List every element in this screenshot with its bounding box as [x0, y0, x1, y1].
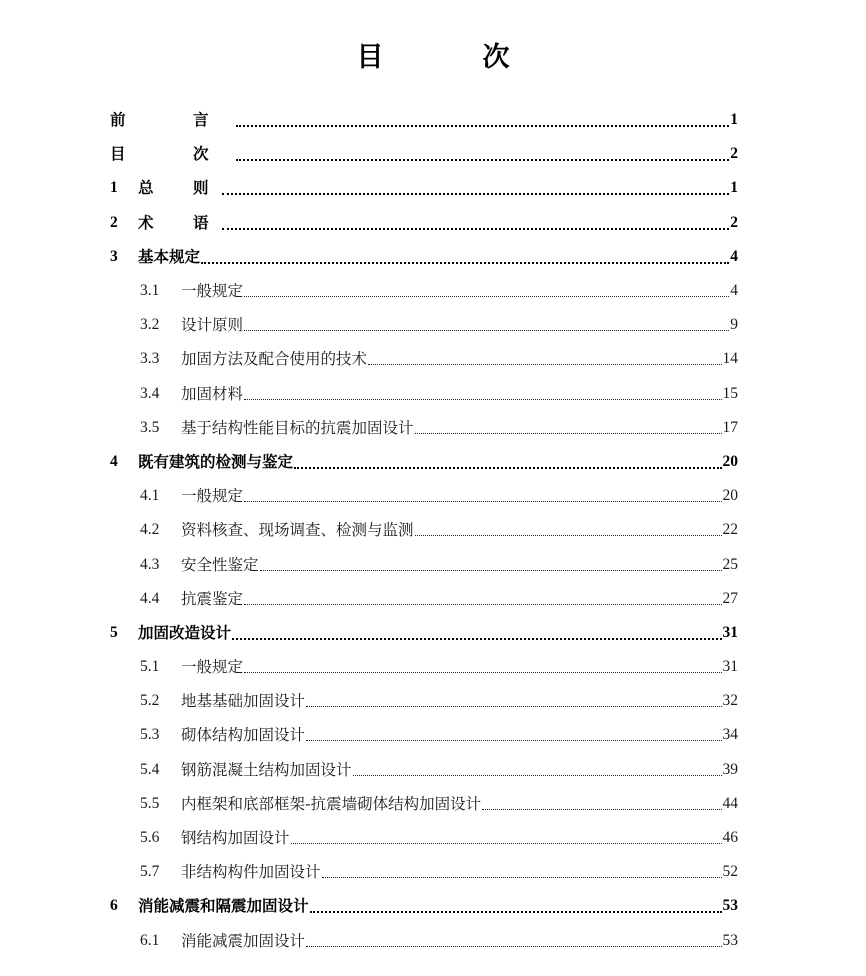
toc-entry-number: 5.4 — [140, 760, 160, 778]
toc-entry-label: 总 则 — [138, 179, 221, 198]
toc-dot-leader — [236, 144, 730, 164]
toc-section-entry[interactable] — [110, 547, 738, 581]
toc-entry-number: 3.4 — [140, 384, 160, 402]
toc-section-entry[interactable] — [110, 308, 738, 342]
toc-entry-label: 设计原则 — [181, 316, 244, 335]
toc-entry-label: 内框架和底部框架-抗震墙砌体结构加固设计 — [181, 794, 482, 813]
toc-entry-label: 消能减震加固设计 — [181, 931, 306, 950]
toc-entry-label: 既有建筑的检测与鉴定 — [138, 452, 294, 471]
toc-entry-page-number: 17 — [722, 418, 738, 436]
toc-chapter-entry[interactable] — [110, 137, 738, 171]
toc-entry-page-number: 31 — [722, 623, 738, 641]
toc-entry-page-number: 20 — [722, 487, 738, 505]
toc-entry-number: 5.2 — [140, 692, 160, 710]
toc-chapter-entry[interactable] — [110, 103, 738, 137]
toc-entry-label: 非结构构件加固设计 — [181, 863, 321, 882]
toc-entry-number: 3.5 — [140, 418, 160, 436]
toc-chapter-entry[interactable] — [110, 889, 738, 923]
toc-dot-leader — [291, 828, 722, 848]
toc-dot-leader — [260, 555, 722, 575]
toc-dot-leader — [222, 178, 730, 198]
toc-section-entry[interactable] — [110, 821, 738, 855]
toc-entry-label: 前 言 — [110, 111, 235, 130]
toc-entry-number: 5.6 — [140, 829, 160, 847]
toc-entry-page-number: 4 — [730, 247, 738, 265]
toc-entry-number: 5 — [110, 623, 118, 641]
toc-entry-number: 1 — [110, 179, 118, 197]
toc-section-entry[interactable] — [110, 342, 738, 376]
toc-entry-label: 基于结构性能目标的抗震加固设计 — [181, 418, 414, 437]
toc-entry-label: 钢筋混凝土结构加固设计 — [181, 760, 352, 779]
toc-entry-number: 3.3 — [140, 350, 160, 368]
toc-entry-page-number: 1 — [730, 111, 738, 129]
toc-entry-page-number: 44 — [722, 794, 738, 812]
toc-entry-page-number: 39 — [722, 760, 738, 778]
toc-dot-leader — [306, 691, 721, 711]
toc-entry-label: 一般规定 — [181, 487, 244, 506]
toc-entry-number: 5.5 — [140, 794, 160, 812]
toc-entry-page-number: 25 — [722, 555, 738, 573]
toc-dot-leader — [244, 589, 721, 609]
toc-entry-label: 安全性鉴定 — [181, 555, 259, 574]
toc-entry-page-number: 14 — [722, 350, 738, 368]
toc-entry-label: 砌体结构加固设计 — [181, 726, 306, 745]
toc-dot-leader — [353, 760, 722, 780]
toc-dot-leader — [244, 657, 721, 677]
toc-dot-leader — [222, 213, 730, 233]
toc-entry-page-number: 4 — [730, 282, 738, 300]
toc-entry-page-number: 31 — [722, 658, 738, 676]
toc-dot-leader — [244, 281, 729, 301]
toc-entry-page-number: 52 — [722, 863, 738, 881]
toc-entry-number: 4.1 — [140, 487, 160, 505]
toc-chapter-entry[interactable] — [110, 445, 738, 479]
toc-entry-number: 3.1 — [140, 282, 160, 300]
toc-entry-number: 4.4 — [140, 589, 160, 607]
toc-section-entry[interactable] — [110, 684, 738, 718]
toc-entry-number: 5.1 — [140, 658, 160, 676]
toc-entry-number: 6.1 — [140, 931, 160, 949]
toc-entry-label: 抗震鉴定 — [181, 589, 244, 608]
toc-entry-page-number: 2 — [730, 213, 738, 231]
toc-dot-leader — [322, 862, 722, 882]
toc-dot-leader — [306, 931, 721, 951]
toc-dot-leader — [310, 896, 722, 916]
toc-section-entry[interactable] — [110, 274, 738, 308]
toc-section-entry[interactable] — [110, 582, 738, 616]
toc-entry-page-number: 20 — [722, 452, 738, 470]
toc-entry-label: 钢结构加固设计 — [181, 829, 290, 848]
table-of-contents — [110, 103, 738, 958]
toc-entry-label: 地基基础加固设计 — [181, 692, 306, 711]
toc-dot-leader — [244, 315, 729, 335]
toc-entry-label: 加固材料 — [181, 384, 244, 403]
toc-entry-label: 资料核查、现场调查、检测与监测 — [181, 521, 414, 540]
toc-entry-page-number: 46 — [722, 829, 738, 847]
toc-entry-page-number: 53 — [722, 897, 738, 915]
toc-entry-page-number: 2 — [730, 145, 738, 163]
toc-section-entry[interactable] — [110, 924, 738, 958]
toc-section-entry[interactable] — [110, 718, 738, 752]
toc-section-entry[interactable] — [110, 513, 738, 547]
toc-entry-page-number: 34 — [722, 726, 738, 744]
toc-entry-label: 基本规定 — [138, 247, 201, 266]
toc-entry-page-number: 32 — [722, 692, 738, 710]
toc-entry-number: 5.3 — [140, 726, 160, 744]
toc-entry-page-number: 1 — [730, 179, 738, 197]
toc-dot-leader — [415, 520, 722, 540]
toc-dot-leader — [306, 725, 721, 745]
toc-section-entry[interactable] — [110, 650, 738, 684]
page-title: 目 次 — [356, 42, 546, 73]
toc-entry-number: 4.3 — [140, 555, 160, 573]
toc-entry-page-number: 15 — [722, 384, 738, 402]
toc-section-entry[interactable] — [110, 479, 738, 513]
toc-entry-label: 目 次 — [110, 145, 235, 164]
toc-entry-number: 2 — [110, 213, 118, 231]
toc-entry-number: 5.7 — [140, 863, 160, 881]
toc-dot-leader — [201, 247, 729, 267]
toc-chapter-entry[interactable] — [110, 240, 738, 274]
toc-chapter-entry[interactable] — [110, 171, 738, 205]
toc-entry-number: 3.2 — [140, 316, 160, 334]
toc-section-entry[interactable] — [110, 411, 738, 445]
toc-entry-page-number: 22 — [722, 521, 738, 539]
toc-entry-number: 4 — [110, 452, 118, 470]
toc-dot-leader — [368, 349, 721, 369]
toc-dot-leader — [294, 452, 721, 472]
toc-chapter-entry[interactable] — [110, 206, 738, 240]
toc-dot-leader — [415, 418, 722, 438]
toc-dot-leader — [236, 110, 730, 130]
toc-dot-leader — [244, 384, 721, 404]
toc-section-entry[interactable] — [110, 855, 738, 889]
toc-entry-page-number: 9 — [730, 316, 738, 334]
toc-entry-label: 消能减震和隔震加固设计 — [138, 897, 309, 916]
toc-entry-page-number: 27 — [722, 589, 738, 607]
toc-entry-number: 3 — [110, 247, 118, 265]
toc-section-entry[interactable] — [110, 787, 738, 821]
toc-entry-label: 加固改造设计 — [138, 623, 232, 642]
toc-dot-leader — [244, 486, 721, 506]
toc-section-entry[interactable] — [110, 753, 738, 787]
toc-entry-label: 一般规定 — [181, 658, 244, 677]
toc-chapter-entry[interactable] — [110, 616, 738, 650]
toc-entry-label: 一般规定 — [181, 282, 244, 301]
toc-dot-leader — [232, 623, 721, 643]
toc-entry-number: 4.2 — [140, 521, 160, 539]
toc-entry-label: 加固方法及配合使用的技术 — [181, 350, 368, 369]
toc-dot-leader — [482, 794, 721, 814]
toc-entry-label: 术 语 — [138, 213, 221, 232]
toc-entry-page-number: 53 — [722, 931, 738, 949]
toc-section-entry[interactable] — [110, 377, 738, 411]
toc-entry-number: 6 — [110, 897, 118, 915]
